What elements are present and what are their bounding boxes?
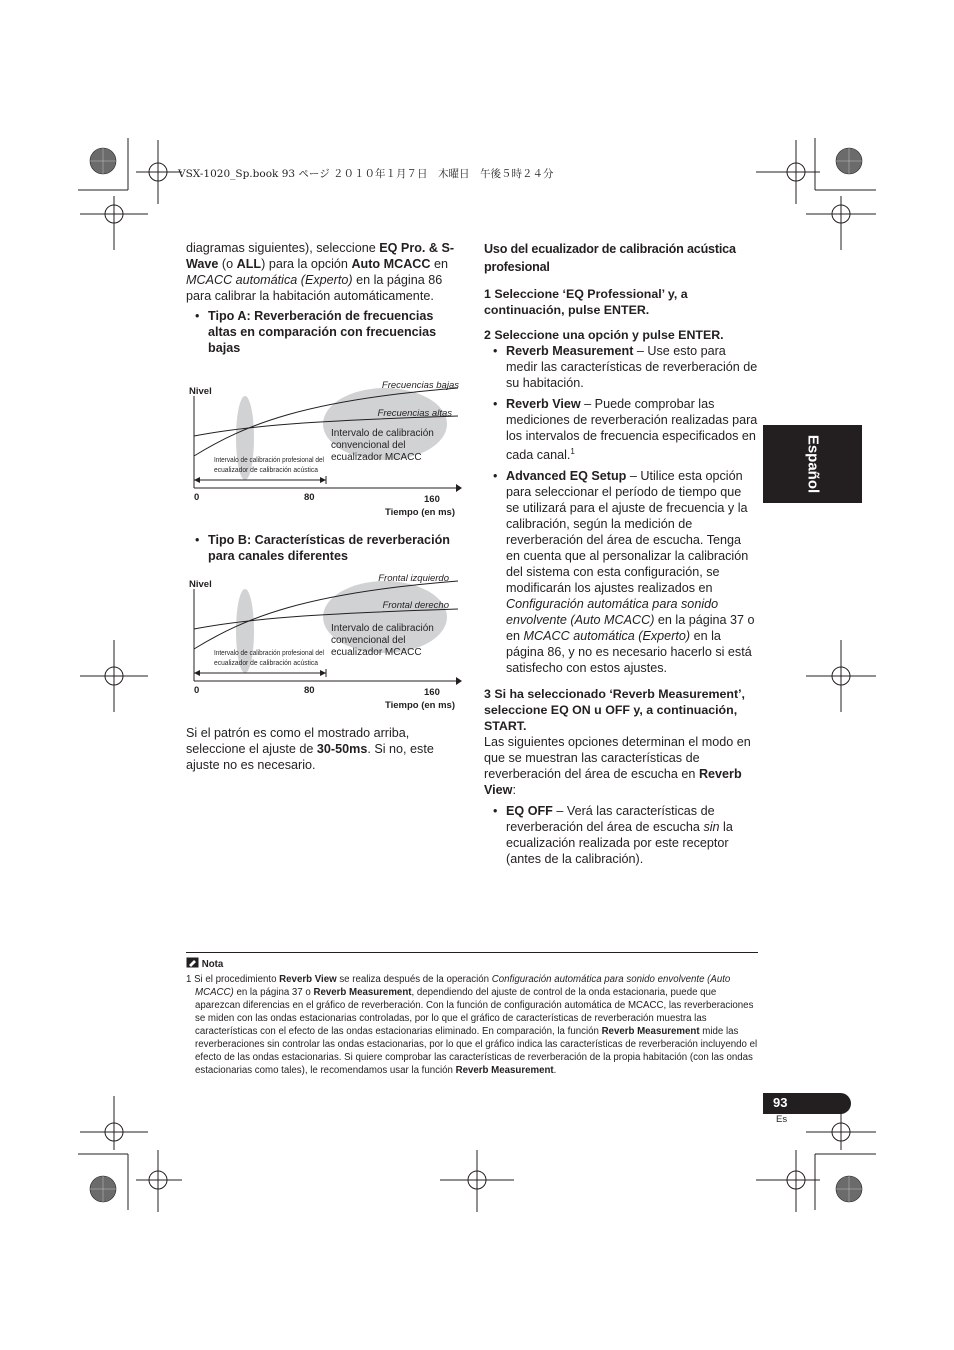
left-column xyxy=(186,240,458,356)
x-axis-label: Tiempo (en ms) xyxy=(384,507,455,518)
professional-label-1: Intervalo de calibración profesional del xyxy=(214,650,325,657)
language-code: Es xyxy=(776,1114,788,1125)
conventional-label-3: ecualizador MCACC xyxy=(331,647,422,658)
tick-160: 160 xyxy=(424,494,440,505)
bullet-eq-off: • EQ OFF – Verá las características de reverberación del área de escucha sin la ecualización realizada por este receptor (antes de la calibración). xyxy=(493,804,733,867)
step-3: 3 Si ha seleccionado ‘Reverb Measurement’, seleccione EQ ON u OFF y, a continuación, START. xyxy=(484,687,745,734)
tick-0: 0 xyxy=(194,685,200,696)
step-2: 2 Seleccione una opción y pulse ENTER. xyxy=(484,328,724,342)
curve-label-top: Frontal izquierdo xyxy=(378,573,449,584)
bullet-advanced-eq-setup: • Advanced EQ Setup – Utilice esta opción para seleccionar el período de tiempo que se utilizará para el ajuste de frecuencia y la calibración, según la medición de reverberación del área de escucha. Tenga en cuenta que al personalizar la calibración del sistema con esta configuración, se modificarán los ajustes realizados en Configuración automática para sonido envolvente (Auto MCACC) en la página 37 o en MCACC automática (Experto) en la página 86, y no es necesario hacerlo si está satisfecho con estos ajustes. xyxy=(493,469,755,676)
left-column-outro xyxy=(186,725,458,773)
left-column-b xyxy=(186,532,462,564)
bullet-reverb-view: • Reverb View – Puede comprobar las mediciones de reverberación realizadas para los intervalos de frecuencia especificados en cada canal.$^1$ xyxy=(493,397,758,463)
bullet-reverb-measurement: • Reverb Measurement – Use esto para medir las características de reverberación de su habitación. xyxy=(493,344,758,390)
book-header: VSX-1020_Sp.book 93 ページ ２０１０年１月７日 木曜日 午後５時２４分 xyxy=(178,168,554,180)
tick-80: 80 xyxy=(304,685,315,696)
professional-label-1: Intervalo de calibración profesional del xyxy=(214,457,325,464)
right-column xyxy=(484,240,758,867)
curve-label-top: Frecuencias bajas xyxy=(381,380,459,391)
curve-label-bottom: Frontal derecho xyxy=(382,600,449,611)
professional-label-2: ecualizador de calibración acústica xyxy=(214,660,319,667)
y-axis-label: Nivel xyxy=(189,579,212,590)
step-3-text: Las siguientes opciones determinan el modo en que se muestran las características de reverberación del área de escucha en Reverb View: xyxy=(484,735,751,798)
diagram-type-b xyxy=(186,569,464,713)
note-section xyxy=(186,952,758,1077)
note-icon xyxy=(186,957,199,968)
tick-0: 0 xyxy=(194,492,200,503)
curve-label-bottom: Frecuencias altas xyxy=(377,408,452,419)
professional-label-2: ecualizador de calibración acústica xyxy=(214,467,319,474)
bullet-type-b: • Tipo B: Características de reverberación para canales diferentes xyxy=(195,533,450,563)
language-tab: Español xyxy=(763,425,862,503)
bullet-type-a: • Tipo A: Reverberación de frecuencias altas en comparación con frecuencias bajas xyxy=(195,309,437,355)
conventional-label-1: Intervalo de calibración xyxy=(331,623,434,634)
intro-paragraph: diagramas siguientes), seleccione EQ Pro. & S-Wave (o ALL) para la opción Auto MCACC en MCACC automática (Experto) en la página 86 para calibrar la habitación automáticamente. xyxy=(186,241,455,303)
conventional-label-2: convencional del xyxy=(331,635,406,646)
x-axis-label: Tiempo (en ms) xyxy=(384,700,455,711)
conventional-label-3: ecualizador MCACC xyxy=(331,452,422,463)
footnote-1: 1 Si el procedimiento Reverb View se realiza después de la operación Configuración automática para sonido envolvente (Auto MCACC) en la página 37 o Reverb Measurement, dependiendo del ajuste de control de la onda estacionaria, puede que aparezcan diferencias en el gráfico de reverberación. Con la función de configuración automática de MCACC, las reverberaciones se miden con las ondas estacionarias controladas, por lo que el gráfico de características de reverberación muestra las características con el efecto de las ondas estacionarias eliminado. En comparación, la función Reverb Measurement mide las reverberaciones sin controlar las ondas estacionarias, por lo que el gráfico indica las características de reverberación incluyendo el efecto de las ondas estacionarias. Si quiere comprobar las características de reverberación de la propia habitación (con las ondas estacionarias como tales), le recomendamos usar la función Reverb Measurement. xyxy=(186,974,758,1076)
diagram-type-a xyxy=(186,376,464,520)
section-heading: Uso del ecualizador de calibración acústica profesional xyxy=(484,242,736,274)
step-1: 1 Seleccione ‘EQ Professional’ y, a continuación, pulse ENTER. xyxy=(484,287,688,317)
conventional-label-2: convencional del xyxy=(331,440,406,451)
page-number-badge: 93 xyxy=(763,1093,851,1114)
tick-160: 160 xyxy=(424,687,440,698)
tick-80: 80 xyxy=(304,492,315,503)
outro-paragraph: Si el patrón es como el mostrado arriba, seleccione el ajuste de 30-50ms. Si no, este ajuste no es necesario. xyxy=(186,726,434,772)
note-title: Nota xyxy=(186,957,758,971)
conventional-label-1: Intervalo de calibración xyxy=(331,428,434,439)
y-axis-label: Nivel xyxy=(189,386,212,397)
